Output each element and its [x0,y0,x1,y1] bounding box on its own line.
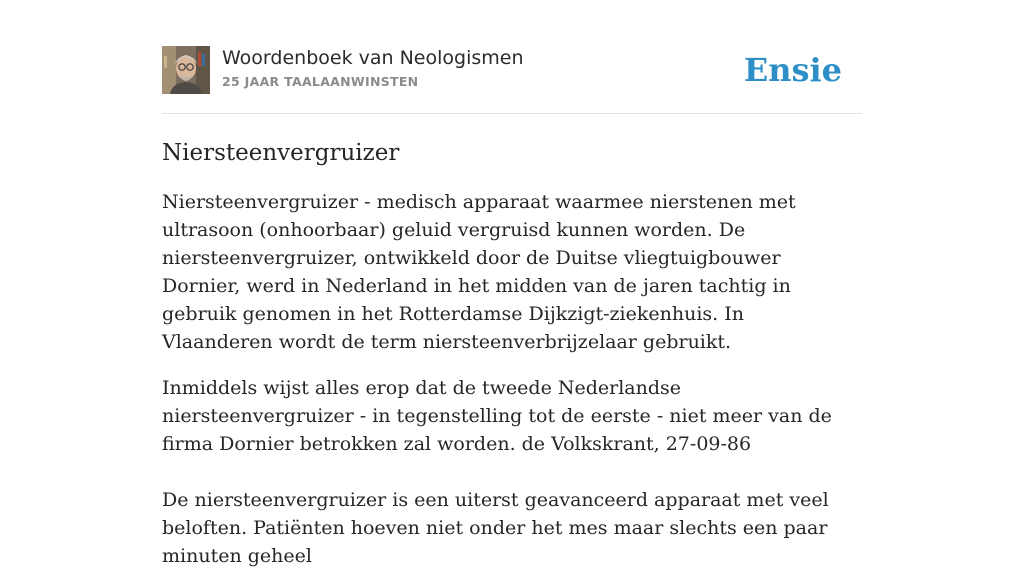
site-title[interactable]: Woordenboek van Neologismen [222,47,524,69]
quote-paragraph-2: De niersteenvergruizer is een uiterst geavanceerd apparaat met veel beloften. Patiënten hoeven niet onder het mes maar slechts een paar minuten geheel [162,489,829,567]
ensie-logo-link[interactable]: Ensie [743,51,842,89]
article [162,138,842,588]
author-photo-icon [162,46,210,94]
definition-paragraph: Niersteenvergruizer - medisch apparaat waarmee nierstenen met ultrasoon (onhoorbaar) geluid vergruisd kunnen worden. De niersteenvergruizer, ontwikkeld door de Duitse vliegtuigbouwer Dornier, werd in Nederland in het midden van de jaren tachtig in gebruik genomen in het Rotterdamse Dijkzigt-ziekenhuis. In Vlaanderen wordt de term niersteenverbrijzelaar gebruikt. [162,191,796,353]
article-title: Niersteenvergruizer [162,140,400,166]
site-header [162,46,862,96]
site-subtitle: 25 JAAR TAALAANWINSTEN [222,74,419,89]
author-avatar[interactable] [162,46,210,94]
header-divider [162,113,862,114]
quote-paragraph: Inmiddels wijst alles erop dat de tweede Nederlandse niersteenvergruizer - in tegenstelling tot de eerste - niet meer van de firma Dornier betrokken zal worden. de Volkskrant, 27-09-86 [162,377,832,455]
